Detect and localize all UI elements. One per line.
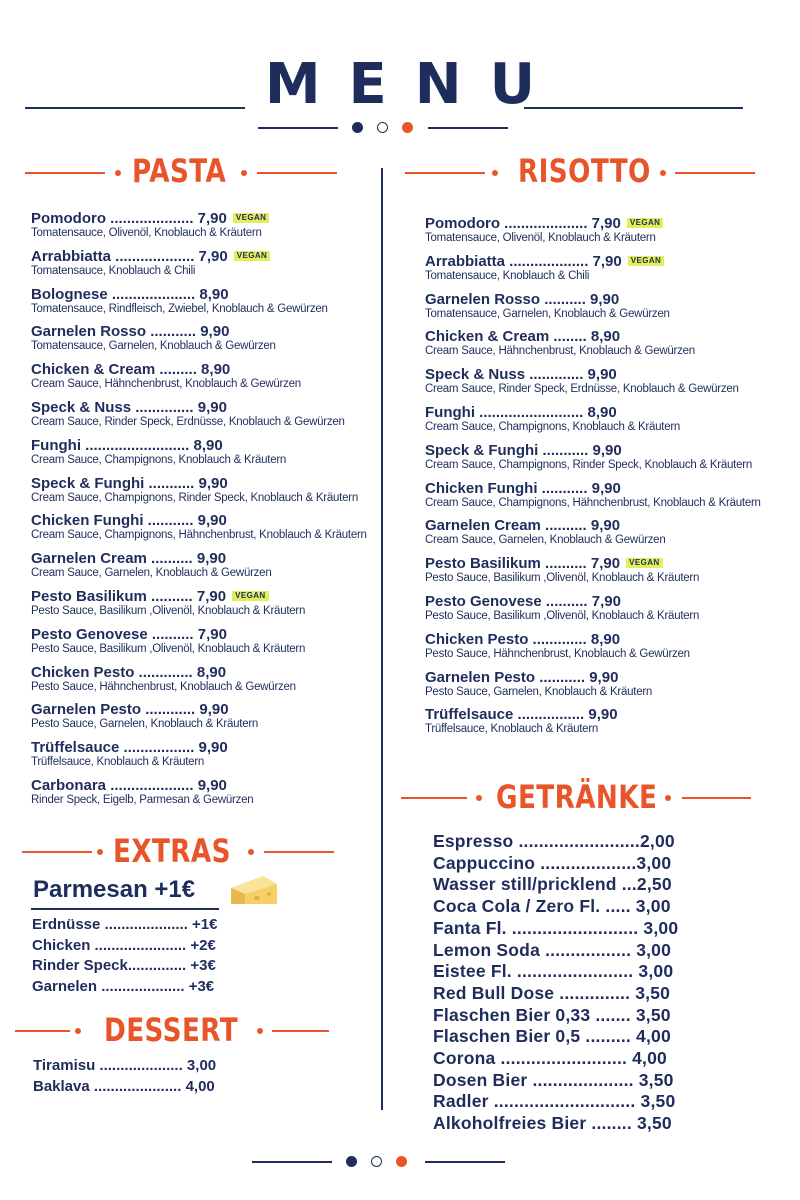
page-title: MENU [264, 52, 564, 117]
menu-item-name: Pomodoro .................... 7,90 [31, 210, 227, 227]
dessert-rule-right [272, 1030, 329, 1032]
drinks-dot-right [665, 795, 671, 801]
menu-item-name: Arrabbiatta ................... 7,90 [425, 252, 622, 270]
extra-item: Erdnüsse .................... +1€ [32, 916, 218, 933]
header-subrule-right [428, 127, 508, 129]
menu-item [425, 706, 618, 736]
menu-item-description: Cream Sauce, Garnelen, Knoblauch & Gewürzen [31, 567, 272, 580]
pasta-rule-right [257, 172, 337, 174]
menu-item-description: Trüffelsauce, Knoblauch & Kräutern [31, 756, 205, 769]
drinks-dot-left [476, 795, 482, 801]
menu-item [31, 286, 328, 316]
menu-item-description: Pesto Sauce, Basilikum ,Olivenöl, Knoblauch & Kräutern [425, 610, 700, 622]
menu-item-description: Pesto Sauce, Hähnchenbrust, Knoblauch & Gewürzen [425, 647, 690, 660]
menu-item-name: Chicken & Cream ........ 8,90 [425, 328, 621, 346]
pasta-dot-right [241, 170, 247, 176]
vegan-badge: VEGAN [626, 558, 662, 568]
menu-item-description: Pesto Sauce, Basilikum ,Olivenöl, Knoblauch & Kräutern [425, 572, 700, 585]
pasta-dot-left [115, 170, 121, 176]
menu-item-description: Cream Sauce, Garnelen, Knoblauch & Gewürzen [425, 534, 666, 547]
menu-item-name: Garnelen Rosso ........... 9,90 [31, 323, 230, 341]
drink-item: Lemon Soda ................. 3,00 [433, 939, 672, 960]
menu-item-name: Chicken Pesto ............. 8,90 [425, 630, 621, 648]
drink-item: Corona ......................... 4,00 [433, 1048, 667, 1068]
footer-dot-navy [346, 1156, 357, 1167]
menu-item-description: Tomatensauce, Olivenöl, Knoblauch & Kräutern [425, 232, 656, 244]
menu-item-description: Cream Sauce, Champignons, Knoblauch & Kräutern [425, 421, 681, 433]
menu-item-description: Tomatensauce, Garnelen, Knoblauch & Gewürzen [425, 307, 670, 320]
menu-item-description: Cream Sauce, Champignons, Rinder Speck, Knoblauch & Kräutern [425, 458, 752, 471]
menu-item-name: Garnelen Cream .......... 9,90 [31, 550, 227, 568]
header-subrule-left [258, 127, 338, 129]
menu-item [31, 588, 305, 618]
vegan-badge: VEGAN [627, 218, 663, 228]
menu-item-description: Rinder Speck, Eigelb, Parmesan & Gewürzen [31, 794, 254, 806]
menu-item [31, 777, 253, 807]
footer-dot-white [371, 1156, 382, 1167]
menu-item [425, 215, 663, 245]
menu-item-description: Cream Sauce, Hähnchenbrust, Knoblauch & Gewürzen [425, 345, 695, 358]
menu-item [425, 253, 664, 283]
menu-item-description: Cream Sauce, Champignons, Rinder Speck, Knoblauch & Kräutern [31, 491, 358, 504]
extras-rule-left [22, 851, 92, 853]
menu-item-name: Chicken Funghi ........... 9,90 [31, 512, 227, 530]
footer-dot-orange [396, 1156, 407, 1167]
menu-item [31, 248, 270, 278]
vegan-badge: VEGAN [628, 256, 664, 266]
dessert-dot-right [257, 1028, 263, 1034]
drink-item: Coca Cola / Zero Fl. ..... 3,00 [433, 896, 671, 917]
menu-item [425, 404, 680, 434]
menu-item-name: Carbonara .................... 9,90 [31, 777, 227, 794]
parmesan-extra: Parmesan +1€ [33, 876, 196, 903]
dessert-item: Baklava ..................... 4,00 [33, 1077, 215, 1095]
header-dot-orange [402, 122, 413, 133]
drink-item: Flaschen Bier 0,5 ......... 4,00 [433, 1026, 671, 1047]
drink-item: Alkoholfreies Bier ........ 3,50 [433, 1113, 672, 1134]
menu-item-description: Pesto Sauce, Garnelen, Knoblauch & Kräutern [31, 718, 259, 731]
drink-item: Wasser still/pricklend ...2,50 [433, 874, 672, 895]
menu-item-description: Tomatensauce, Garnelen, Knoblauch & Gewürzen [31, 340, 276, 353]
menu-item-description: Tomatensauce, Knoblauch & Chili [425, 269, 590, 282]
menu-item [425, 669, 652, 699]
menu-item-name: Chicken Funghi ........... 9,90 [425, 479, 621, 497]
menu-item [31, 664, 296, 694]
column-divider [381, 168, 383, 1110]
menu-item [31, 361, 301, 391]
menu-item-description: Cream Sauce, Champignons, Hähnchenbrust, Knoblauch & Kräutern [425, 496, 761, 509]
header-dot-white [377, 122, 388, 133]
menu-item [31, 512, 367, 542]
vegan-badge: VEGAN [233, 213, 269, 223]
extra-item: Garnelen .................... +3€ [32, 977, 215, 995]
dessert-item: Tiramisu .................... 3,00 [33, 1057, 217, 1074]
risotto-dot-right [660, 170, 666, 176]
menu-item [31, 701, 258, 731]
menu-item-description: Cream Sauce, Rinder Speck, Erdnüsse, Knoblauch & Gewürzen [425, 383, 739, 396]
dessert-dot-left [75, 1028, 81, 1034]
menu-item-name: Bolognese .................... 8,90 [31, 285, 229, 303]
menu-item-description: Cream Sauce, Hähnchenbrust, Knoblauch & Gewürzen [31, 378, 301, 391]
header-dot-navy [352, 122, 363, 133]
extra-item: Chicken ...................... +2€ [32, 936, 216, 954]
menu-item-name: Speck & Funghi ........... 9,90 [425, 441, 622, 459]
menu-item [31, 210, 269, 240]
drink-item: Eistee Fl. ....................... 3,00 [433, 961, 674, 982]
extra-item: Rinder Speck.............. +3€ [32, 957, 216, 974]
drinks-rule-left [401, 797, 467, 799]
pasta-rule-left [25, 172, 105, 174]
menu-item [425, 366, 739, 396]
risotto-rule-right [675, 172, 755, 174]
menu-item-description: Tomatensauce, Olivenöl, Knoblauch & Kräutern [31, 227, 262, 239]
drink-item: Radler ............................ 3,50 [433, 1091, 676, 1112]
menu-item-name: Pesto Genovese .......... 7,90 [425, 593, 621, 610]
risotto-rule-left [405, 172, 485, 174]
drink-item: Dosen Bier .................... 3,50 [433, 1069, 674, 1090]
menu-item [425, 631, 690, 661]
menu-item-name: Garnelen Pesto ............ 9,90 [31, 701, 229, 719]
section-title-extras: EXTRAS [113, 832, 231, 870]
menu-item [425, 480, 761, 510]
menu-item-description: Pesto Sauce, Basilikum ,Olivenöl, Knoblauch & Kräutern [31, 642, 306, 655]
menu-item [31, 475, 358, 505]
menu-item-name: Arrabbiatta ................... 7,90 [31, 247, 228, 265]
menu-item-name: Speck & Nuss .............. 9,90 [31, 399, 227, 416]
menu-item [31, 323, 276, 353]
menu-item-name: Garnelen Pesto ........... 9,90 [425, 668, 619, 686]
drink-item: Fanta Fl. ......................... 3,00 [433, 917, 679, 938]
risotto-dot-left [492, 170, 498, 176]
vegan-badge: VEGAN [234, 251, 270, 261]
drink-item: Cappuccino ...................3,00 [433, 852, 672, 873]
menu-item [31, 437, 286, 467]
menu-item [31, 626, 305, 656]
extras-dot-left [97, 849, 103, 855]
footer-rule-right [425, 1161, 505, 1163]
menu-item-description: Pesto Sauce, Basilikum ,Olivenöl, Knoblauch & Kräutern [31, 605, 306, 617]
menu-item-name: Funghi ......................... 8,90 [31, 436, 223, 454]
menu-item-description: Trüffelsauce, Knoblauch & Kräutern [425, 723, 599, 736]
footer-rule-left [252, 1161, 332, 1163]
menu-item-description: Cream Sauce, Champignons, Knoblauch & Kräutern [31, 453, 287, 466]
menu-item-name: Trüffelsauce ................. 9,90 [31, 739, 228, 757]
menu-item [425, 517, 665, 547]
menu-item-name: Chicken & Cream ......... 8,90 [31, 361, 231, 379]
menu-item-description: Tomatensauce, Rindfleisch, Zwiebel, Knoblauch & Gewürzen [31, 302, 328, 315]
menu-item-description: Pesto Sauce, Hähnchenbrust, Knoblauch & Gewürzen [31, 680, 296, 693]
section-title-dessert: DESSERT [104, 1011, 239, 1049]
menu-item-description: Cream Sauce, Champignons, Hähnchenbrust, Knoblauch & Kräutern [31, 529, 367, 542]
menu-item [425, 328, 695, 358]
menu-item-name: Pomodoro .................... 7,90 [425, 215, 621, 232]
cheese-icon [229, 874, 279, 908]
section-title-pasta: PASTA [132, 152, 227, 190]
menu-item-name: Speck & Funghi ........... 9,90 [31, 474, 228, 492]
menu-item-name: Funghi ......................... 8,90 [425, 404, 617, 421]
drink-item: Flaschen Bier 0,33 ....... 3,50 [433, 1004, 671, 1025]
menu-item-name: Garnelen Cream .......... 9,90 [425, 517, 621, 535]
menu-item-name: Speck & Nuss ............. 9,90 [425, 366, 617, 384]
menu-item [425, 593, 699, 623]
menu-item-name: Pesto Genovese .......... 7,90 [31, 625, 227, 643]
menu-item [31, 739, 228, 769]
extras-dot-right [248, 849, 254, 855]
menu-item-name: Chicken Pesto ............. 8,90 [31, 663, 227, 681]
menu-item-name: Pesto Basilikum .......... 7,90 [31, 588, 227, 605]
extras-rule-right [264, 851, 334, 853]
menu-item-description: Tomatensauce, Knoblauch & Chili [31, 264, 196, 277]
drinks-rule-right [682, 797, 751, 799]
menu-item-name: Pesto Basilikum .......... 7,90 [425, 555, 621, 573]
menu-item [31, 399, 345, 429]
menu-item-name: Garnelen Rosso .......... 9,90 [425, 290, 620, 308]
dessert-rule-left [15, 1030, 70, 1032]
menu-item [425, 555, 699, 585]
parmesan-underline [31, 908, 219, 910]
menu-item [425, 442, 752, 472]
section-title-drinks: GETRÄNKE [496, 778, 658, 816]
drink-item: Red Bull Dose .............. 3,50 [433, 982, 671, 1003]
menu-item [31, 550, 271, 580]
menu-item-description: Pesto Sauce, Garnelen, Knoblauch & Kräutern [425, 685, 653, 698]
menu-item-description: Cream Sauce, Rinder Speck, Erdnüsse, Knoblauch & Gewürzen [31, 416, 345, 428]
menu-item [425, 291, 670, 321]
section-title-risotto: RISOTTO [518, 152, 651, 190]
drink-item: Espresso ........................2,00 [433, 831, 675, 851]
vegan-badge: VEGAN [232, 591, 268, 601]
menu-item-name: Trüffelsauce ................ 9,90 [425, 706, 618, 724]
